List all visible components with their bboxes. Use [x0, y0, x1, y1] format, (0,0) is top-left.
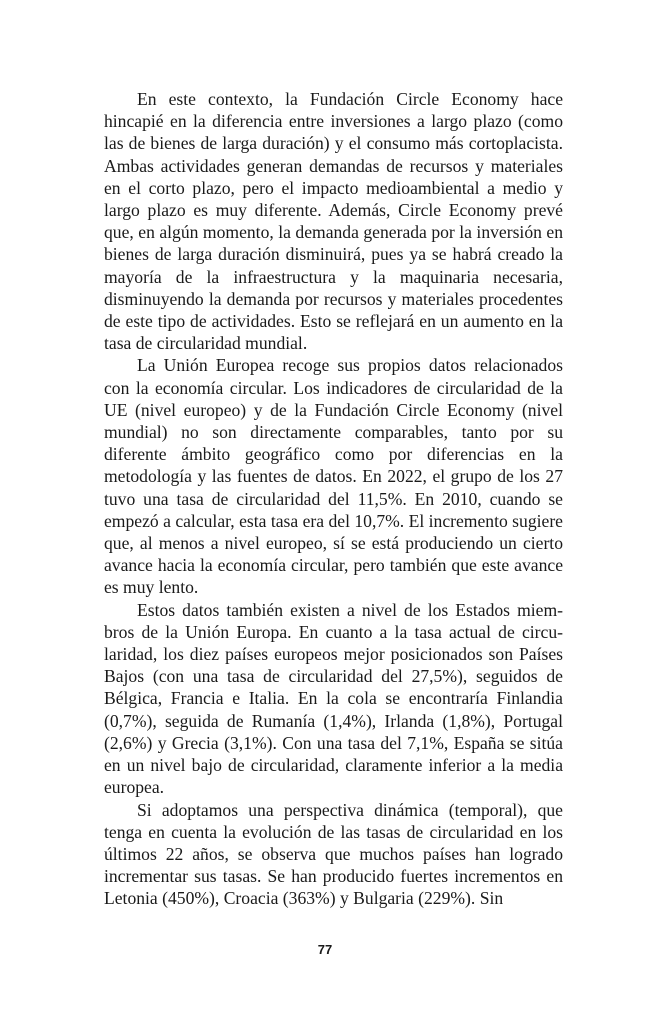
paragraph-eu-data: La Unión Europea recoge sus propios datos relacionados con la economía circular. Los indicadores de circularidad de la UE (nivel europeo) y de la Fundación Circle Economy (nivel mundial) no son directamente comparables, tanto por su diferente ámbito geográfico como por diferencias en la metodología y las fuentes de datos. En 2022, el grupo de los 27 tuvo una tasa de circularidad del 11,5%. En 2010, cuando se empezó a calcular, esta tasa era del 10,7%. El incremento sugiere que, al menos a nivel europeo, sí se está produciendo un cierto avance hacia la economía circular, pero también que este avance es muy lento. [104, 355, 563, 598]
paragraph-member-states: Estos datos también existen a nivel de los Estados miembros de la Unión Europa. En cuanto a la tasa actual de circularidad, los diez países europeos mejor posicionados son Países Bajos (con una tasa de circularidad del 27,5%), seguidos de Bélgica, Francia e Italia. En la cola se encontraría Finlandia (0,7%), seguida de Rumanía (1,4%), Irlanda (1,8%), Portugal (2,6%) y Grecia (3,1%). Con una tasa del 7,1%, España se sitúa en un nivel bajo de circularidad, claramente inferior a la media europea. [104, 599, 563, 798]
body-text [104, 88, 563, 910]
paragraph-circle-economy: En este contexto, la Fundación Circle Economy hace hincapié en la diferencia entre inversiones a largo plazo (como las de bienes de larga duración) y el consumo más cortoplacista. Ambas actividades generan demandas de recursos y materiales en el corto plazo, pero el impacto medioambiental a medio y largo plazo es muy diferente. Además, Circle Economy prevé que, en algún momento, la demanda generada por la inversión en bienes de larga duración disminuirá, pues ya se habrá creado la mayoría de la infraestructura y la maquinaria necesaria, disminuyendo la demanda por recursos y materiales procedentes de este tipo de actividades. Esto se reflejará en un aumento en la tasa de circularidad mundial. [104, 89, 563, 354]
page-number: 77 [317, 942, 333, 957]
paragraph-dynamic-perspective: Si adoptamos una perspectiva dinámica (temporal), que tenga en cuenta la evolución de las tasas de circularidad en los últimos 22 años, se observa que muchos países han logrado incrementar sus tasas. Se han producido fuertes incrementos en Letonia (450%), Croacia (363%) y Bulgaria (229%). Sin [104, 799, 563, 909]
